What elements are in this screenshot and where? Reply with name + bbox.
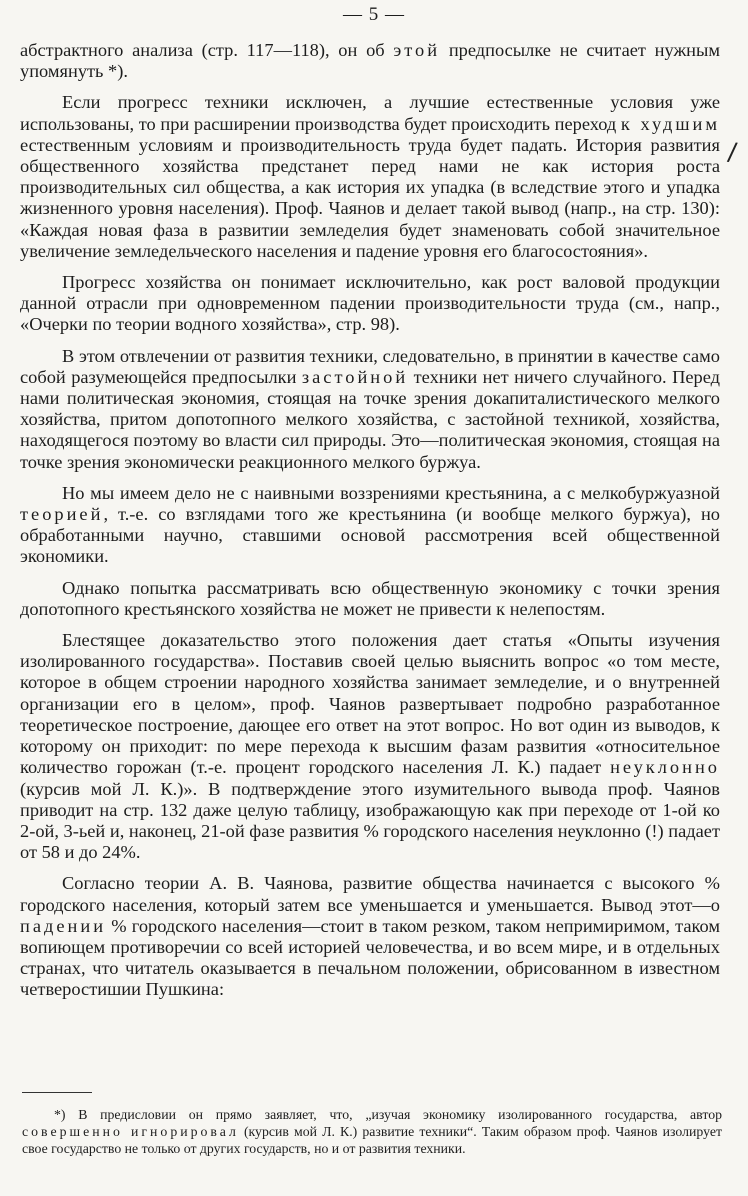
footnote-divider <box>22 1092 92 1093</box>
body-text <box>20 40 720 1011</box>
footnote-text: *) В предисловии он прямо заявляет, что, „изучая экономику изолированного государства, автор совершенно игнорировал (курсив мой Л. К.) развитие техники“. Таким образом проф. Чаянов изолирует свое государство не только от других государств, но и от развития техники. <box>22 1107 722 1156</box>
paragraph-2: Если прогресс техники исключен, а лучшие естественные условия уже использованы, то при расширении производства будет происходить переход к худшим естественным условиям и производительность труда будет падать. История развития общественного хозяйства предстанет перед нами не как история роста производительных сил общества, а как история их упадка (в вследствие этого и упадка жизненного уровня населения). Проф. Чаянов и делает такой вывод (напр., на стр. 130): «Каждая новая фаза в развитии земледелия будет знаменовать собой значительное увеличение земледельческого населения и падение уровня его благосостояния». <box>20 92 720 261</box>
paragraph-5: Но мы имеем дело не с наивными воззрениями крестьянина, а с мелкобуржуазной теорией, т.-е. со взглядами того же крестьянина (и вообще мелкого буржуа), но обработанными научно, ставшими основой рассмотрения всей общественной экономики. <box>20 482 720 567</box>
paragraph-6: Однако попытка рассматривать всю общественную экономику с точки зрения допотопного крестьянского хозяйства не может не привести к нелепостям. <box>20 577 720 619</box>
spaced-emphasis: теорией <box>20 504 104 525</box>
footnote <box>22 1106 722 1157</box>
spaced-emphasis: к худшим <box>620 113 720 134</box>
spaced-emphasis: падении <box>20 915 107 936</box>
spaced-emphasis: этой <box>393 40 441 60</box>
spaced-emphasis: неуклонно <box>610 757 720 778</box>
page-number: — 5 — <box>343 4 405 25</box>
paragraph-8: Согласно теории А. В. Чаянова, развитие общества начинается с высокого % городского населения, который затем все уменьшается и уменьшается. Вывод этот—о падении % городского населения—стоит в таком резком, таком непримиримом, таком вопиющем противоречии со всей историей человечества, и во всем мире, и в отдельных странах, что читатель оказывается в печальном положении, обрисованном в известном четверостишии Пушкина: <box>20 873 720 1000</box>
paragraph-3: Прогресс хозяйства он понимает исключительно, как рост валовой продукции данной отрасли при одновременном падении производительности труда (см., напр., «Очерки по теории водного хозяйства», стр. 98). <box>20 272 720 335</box>
spaced-emphasis: совершенно игнорировал <box>22 1124 239 1139</box>
spaced-emphasis: застойной <box>301 366 409 387</box>
paragraph-1: абстрактного анализа (стр. 117—118), он об этой предпосылке не считает нужным упомянуть *). <box>20 40 720 82</box>
paragraph-7: Блестящее доказательство этого положения дает статья «Опыты изучения изолированного государства». Поставив своей целью выяснить вопрос «о том месте, которое в общем строении народного хозяйства занимает земледелие, и о внутренней организации его в целом», проф. Чаянов развертывает подробно разработанное теоретическое построение, дающее его ответ на этот вопрос. Но вот один из выводов, к которому он приходит: по мере перехода к высшим фазам развития «относительное количество горожан (т.-е. процент городского населения Л. К.) падает неуклонно (курсив мой Л. К.)». В подтверждение этого изумительного вывода проф. Чаянов приводит на стр. 132 даже целую таблицу, изображающую как при переходе от 1-ой ко 2-ой, 3-ьей и, наконец, 21-ой фазе развития % городского населения неуклонно (!) падает от 58 и до 24%. <box>20 630 720 863</box>
margin-pencil-mark: / <box>726 135 739 170</box>
paragraph-4: В этом отвлечении от развития техники, следовательно, в принятии в качестве само собой разумеющейся предпосылки застойной техники нет ничего случайного. Перед нами политическая экономия, стоящая на точке зрения докапиталистического мелкого хозяйства, притом допотопного мелкого хозяйства, с застойной техникой, хозяйства, находящегося поэтому во власти сил природы. Это—политическая экономия, стоящая на точке зрения экономически реакционного мелкого буржуа. <box>20 345 720 472</box>
